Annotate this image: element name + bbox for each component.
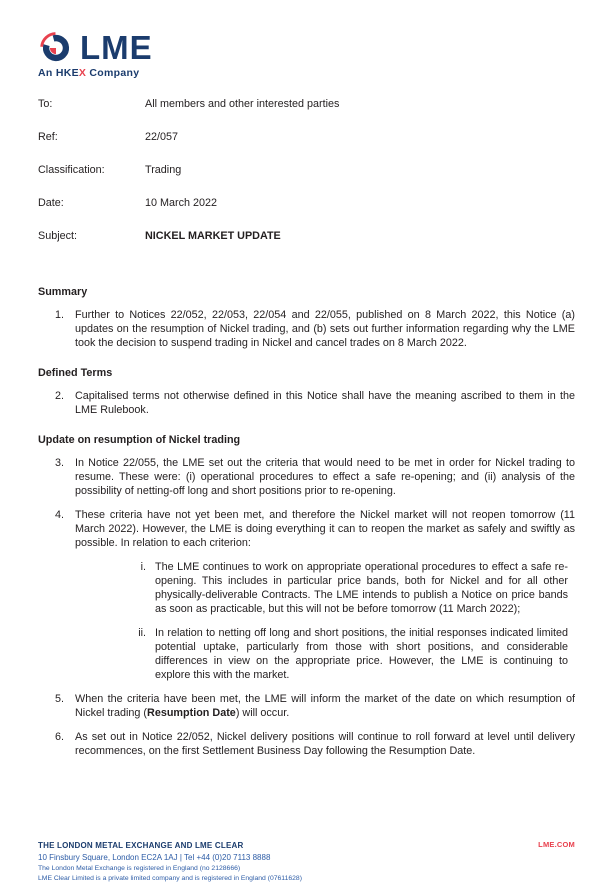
meta-label: Subject: <box>38 230 78 242</box>
notice-meta-block <box>38 97 575 243</box>
paragraph-text: The LME continues to work on appropriate operational procedures to effect a safe re-opening. This includes in particular price bands, both for Nickel and for all other physically-deliverable Contracts. The LME intends to publish a Notice on price bands as soon as practicable, but this will not be before tomorrow (11 March 2022); <box>155 561 568 615</box>
paragraph-text: In Notice 22/055, the LME set out the criteria that would need to be met in order for Nickel trading to resume. These were: (i) operational procedures to effect a safe re-opening; and (ii) analysis of the possibility of netting-off long and short positions prior to re-opening. <box>75 457 575 497</box>
list-number: ii. <box>138 627 146 639</box>
list-number: 4. <box>55 509 65 521</box>
list-number: 5. <box>55 693 65 705</box>
footer-address-line: 10 Finsbury Square, London EC2A 1AJ | Tel +44 (0)20 7113 8888 <box>38 853 271 862</box>
meta-row-to <box>38 97 575 111</box>
meta-value: 22/057 <box>145 131 179 143</box>
meta-label: To: <box>38 98 53 110</box>
meta-value: 10 March 2022 <box>145 197 218 209</box>
meta-row-ref <box>38 130 575 144</box>
paragraph-segment: ) will occur. <box>235 707 290 719</box>
footer-company-name: THE LONDON METAL EXCHANGE AND LME CLEAR <box>38 841 244 850</box>
paragraph-text: Capitalised terms not otherwise defined in this Notice shall have the meaning ascribed to them in the LME Rulebook. <box>75 390 575 416</box>
meta-label: Date: <box>38 197 64 209</box>
brand-tagline <box>38 67 575 79</box>
document-content <box>38 30 575 768</box>
tagline-suffix: Company <box>86 67 140 79</box>
paragraph-segment: When the criteria have been met, the LME will inform the market of the date on which resumption of Nickel trading ( <box>75 693 575 719</box>
meta-row-date <box>38 196 575 210</box>
footer-registration-line-2: LME Clear Limited is a private limited company and is registered in England (07611628) <box>38 875 302 882</box>
resumption-date-bold-term: Resumption Date <box>147 707 236 719</box>
document-footer <box>38 840 575 884</box>
paragraph-text: These criteria have not yet been met, and therefore the Nickel market will not reopen tomorrow (11 March 2022). However, the LME is doing everything it can to reopen the market as safely and swiftly as possible. In relation to each criterion: <box>75 509 575 549</box>
meta-row-subject <box>38 229 575 243</box>
lme-website-link[interactable]: LME.COM <box>538 840 575 849</box>
footer-registration-line-1: The London Metal Exchange is registered in England (no 2128666) <box>38 865 241 872</box>
roman-sub-item-i <box>38 560 575 616</box>
update-heading: Update on resumption of Nickel trading <box>38 434 241 446</box>
paragraph-text <box>75 692 575 720</box>
meta-value: NICKEL MARKET UPDATE <box>145 230 281 242</box>
tagline-x: X <box>78 67 87 79</box>
meta-label: Ref: <box>38 131 58 143</box>
numbered-paragraph-1 <box>38 308 575 350</box>
paragraph-text: In relation to netting off long and short positions, the initial responses indicated limited potential uptake, particularly from those with short positions, and considerable differences in view on the appropriate price. However, the LME is continuing to explore this with the market. <box>155 627 568 681</box>
numbered-paragraph-6 <box>38 730 575 758</box>
tagline-prefix: An HKE <box>38 67 79 79</box>
roman-sub-item-ii <box>38 626 575 682</box>
list-number: 2. <box>55 390 65 402</box>
defined-terms-heading: Defined Terms <box>38 367 113 379</box>
paragraph-text: As set out in Notice 22/052, Nickel delivery positions will continue to roll forward at level until delivery recommences, on the first Settlement Business Day following the Resumption Date. <box>75 731 575 757</box>
numbered-paragraph-2 <box>38 389 575 417</box>
list-number: i. <box>140 561 146 573</box>
numbered-paragraph-5 <box>38 692 575 720</box>
meta-label: Classification: <box>38 164 105 176</box>
lme-ring-logo-icon <box>38 30 74 66</box>
summary-heading: Summary <box>38 286 88 298</box>
meta-value: Trading <box>145 164 182 176</box>
numbered-paragraph-4 <box>38 508 575 550</box>
lme-logo <box>38 30 575 79</box>
numbered-paragraph-3 <box>38 456 575 498</box>
list-number: 3. <box>55 457 65 469</box>
meta-row-classification <box>38 163 575 177</box>
meta-value: All members and other interested parties <box>145 98 340 110</box>
paragraph-text: Further to Notices 22/052, 22/053, 22/054 and 22/055, published on 8 March 2022, this Notice (a) updates on the resumption of Nickel trading, and (b) sets out further information regarding why the LME took the decision to suspend trading in Nickel and cancel trades on 8 March 2022. <box>75 309 575 349</box>
list-number: 1. <box>55 309 65 321</box>
brand-wordmark: LME <box>80 29 153 66</box>
list-number: 6. <box>55 731 65 743</box>
